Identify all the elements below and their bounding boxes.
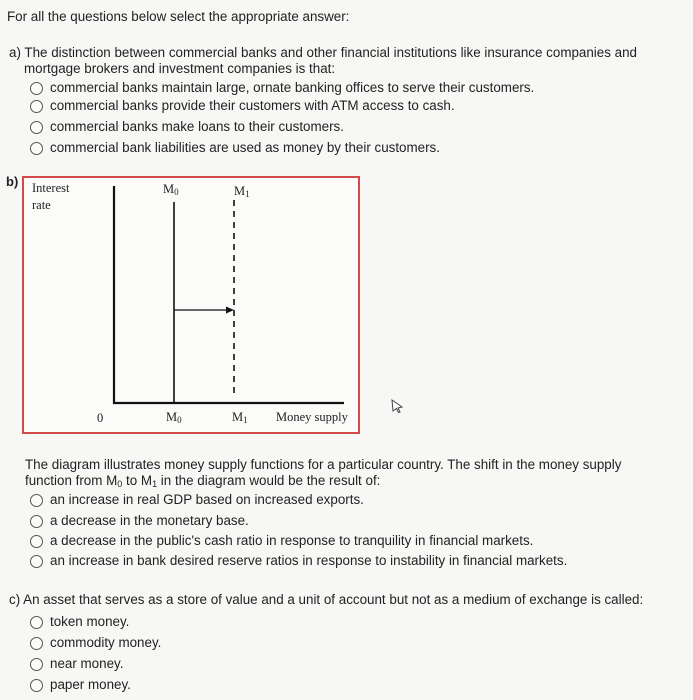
option-c1[interactable] (30, 614, 129, 630)
m0-curve-label: $M_0$ (163, 182, 179, 197)
m1-curve-label: $M_1$ (234, 184, 250, 199)
option-label: paper money. (50, 677, 131, 692)
question-b-label: b) (6, 174, 19, 189)
radio-button[interactable] (30, 679, 43, 692)
radio-button[interactable] (30, 637, 43, 650)
x-axis-label: Money supply (276, 410, 348, 424)
origin-label: 0 (97, 411, 104, 425)
shift-arrowhead (226, 307, 234, 314)
instructions-text: For all the questions below select the appropriate answer: (7, 9, 350, 24)
option-label: an increase in real GDP based on increased exports. (50, 492, 364, 507)
option-label: commercial bank liabilities are used as money by their customers. (50, 140, 440, 155)
option-b3[interactable] (30, 533, 533, 549)
option-a4[interactable] (30, 140, 440, 156)
option-a2[interactable] (30, 98, 455, 114)
option-a1[interactable] (30, 80, 534, 96)
question-c-text (9, 592, 643, 608)
m1-axis-label: $M_1$ (232, 410, 248, 425)
question-a-line2: mortgage brokers and investment companies is that: (24, 61, 336, 76)
question-a-label: a) (9, 45, 21, 60)
option-label: commercial banks maintain large, ornate banking offices to serve their customers. (50, 80, 535, 95)
question-b-line2: function from $M_0$ to $M_1$ in the diagram would be the result of: (25, 473, 381, 489)
option-c2[interactable] (30, 635, 161, 651)
option-label: commercial banks make loans to their customers. (50, 119, 344, 134)
option-b2[interactable] (30, 513, 249, 529)
radio-button[interactable] (30, 494, 43, 507)
question-c-label: c) (9, 592, 21, 607)
radio-button[interactable] (30, 616, 43, 629)
radio-button[interactable] (30, 535, 43, 548)
question-a-text (9, 45, 637, 61)
y-axis-label-interest: Interest (32, 181, 70, 195)
option-b1[interactable] (30, 492, 364, 508)
radio-button[interactable] (30, 555, 43, 568)
radio-button[interactable] (30, 142, 43, 155)
option-label: commodity money. (50, 635, 162, 650)
radio-button[interactable] (30, 121, 43, 134)
option-c4[interactable] (30, 677, 131, 693)
question-c-line1: An asset that serves as a store of value and a unit of account but not as a medium of exchange is called: (23, 592, 644, 607)
money-supply-diagram (22, 176, 360, 434)
option-label: a decrease in the monetary base. (50, 513, 249, 528)
radio-button[interactable] (30, 515, 43, 528)
question-a-line1: The distinction between commercial banks and other financial institutions like insurance companies and (24, 45, 637, 60)
cursor-icon (390, 398, 406, 414)
option-label: commercial banks provide their customers with ATM access to cash. (50, 98, 455, 113)
radio-button[interactable] (30, 100, 43, 113)
question-b-line1: The diagram illustrates money supply functions for a particular country. The shift in the money supply (25, 457, 622, 472)
option-a3[interactable] (30, 119, 344, 135)
radio-button[interactable] (30, 82, 43, 95)
radio-button[interactable] (30, 658, 43, 671)
option-label: a decrease in the public's cash ratio in response to tranquility in financial markets. (50, 533, 534, 548)
m0-axis-label: $M_0$ (166, 410, 182, 425)
option-label: an increase in bank desired reserve ratios in response to instability in financial markets. (50, 553, 568, 568)
option-label: near money. (50, 656, 124, 671)
y-axis-label-rate: rate (32, 198, 51, 212)
diagram-axes (24, 178, 358, 432)
option-c3[interactable] (30, 656, 123, 672)
option-label: token money. (50, 614, 130, 629)
option-b4[interactable] (30, 553, 567, 569)
